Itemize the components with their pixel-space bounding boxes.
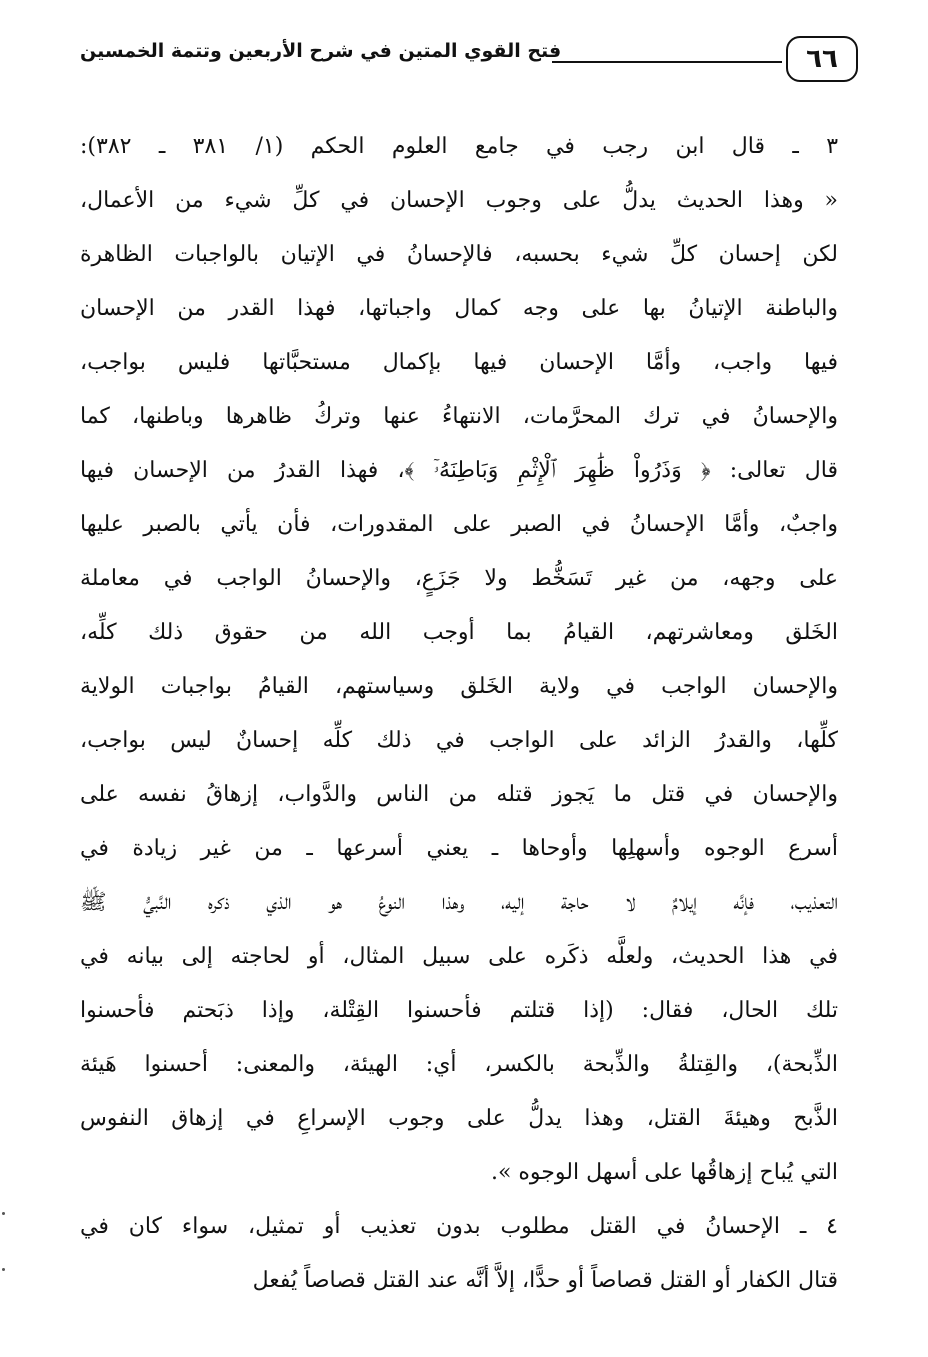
book-title: فتح القوي المتين في شرح الأربعين وتتمة الخمسين (80, 40, 562, 62)
text-line-2: « وهذا الحديث يدلُّ على وجوب الإحسان في كلِّ شيء من الأعمال، (80, 188, 838, 213)
text-line-1: ٣ ـ قال ابن رجب في جامع العلوم الحكم (١/ ٣٨١ ـ ٣٨٢): (80, 134, 838, 159)
text-line-22: قتال الكفار أو القتل قصاصاً أو حدًّا، إلاَّ أنَّه عند القتل قصاصاً يُفعل (252, 1268, 838, 1293)
page-number-frame (786, 36, 858, 82)
page-body (80, 120, 838, 1308)
text-line-18: الذِّبحة)، والقِتلةُ والذِّبحة بالكسر، أي: الهيئة، والمعنى: أحسنوا هَيئة (80, 1052, 838, 1077)
text-line-12: كلِّها، والقدرُ الزائد على الواجب في ذلك كلِّه إحسانٌ ليس بواجب، (80, 728, 838, 753)
text-line-21: ٤ ـ الإحسانُ في القتل مطلوب بدون تعذيب أو تمثيل، سواء كان في (80, 1214, 838, 1239)
text-line-10: الخَلق ومعاشرتهم، القيامُ بما أوجب الله من حقوق ذلك كلِّه، (80, 620, 838, 645)
text-line-16: في هذا الحديث، ولعلَّه ذكَره على سبيل المثال، أو لحاجته إلى بيانه في (80, 944, 838, 969)
text-line-9: على وجهه، من غير تَسَخُّط ولا جَزَعٍ، والإحسانُ الواجب في معاملة (80, 566, 838, 591)
scan-speck (2, 1212, 5, 1215)
text-line-15: التعذيب، فإنَّه إيلامٌ لا حاجة إليه، وهذا النوعُ هو الذي ذكره النَّبيُّ ﷺ (80, 890, 838, 915)
page-header (80, 32, 858, 90)
text-line-5: فيها واجب، وأمَّا الإحسان فيها بإكمال مستحبَّاتها فليس بواجب، (80, 350, 838, 375)
text-line-17: تلك الحال، فقال: (إذا قتلتم فأحسنوا القِتْلة، وإذا ذبَحتم فأحسنوا (80, 998, 838, 1023)
text-line-4: والباطنة الإتيانُ بها على وجه كمال واجباتها، فهذا القدر من الإحسان (80, 296, 838, 321)
header-rule (552, 61, 782, 63)
text-line-20: التي يُباح إزهاقُها على أسهل الوجوه ». (490, 1160, 838, 1185)
text-line-14: أسرع الوجوه وأسهلِها وأوحاها ـ يعني أسرعها ـ من غير زيادة في (80, 836, 838, 861)
text-line-7: قال تعالى: ﴿ وَذَرُواْ ظَٰهِرَ ٱلْإِثْمِ وَبَاطِنَهُۥٓ ﴾، فهذا القدرُ من الإحسان فيها (80, 458, 838, 483)
page-number: ٦٦ (806, 44, 838, 74)
text-line-11: والإحسان الواجب في ولاية الخَلق وسياستهم، القيامُ بواجبات الولاية (80, 674, 838, 699)
text-line-13: والإحسان في قتل ما يَجوز قتله من الناس والدَّواب، إزهاقُ نفسه على (80, 782, 838, 807)
text-line-6: والإحسانُ في ترك المحرَّمات، الانتهاءُ عنها وتركُ ظاهرها وباطنها، كما (80, 404, 838, 429)
scan-speck (2, 1268, 5, 1271)
text-line-8: واجبٌ، وأمَّا الإحسانُ في الصبر على المقدورات، فأن يأتي بالصبر عليها (80, 512, 838, 537)
text-line-19: الذَّبح وهيئةَ القتل، وهذا يدلُّ على وجوب الإسراعِ في إزهاق النفوس (80, 1106, 838, 1131)
text-line-3: لكن إحسان كلِّ شيء بحسبه، فالإحسانُ في الإتيان بالواجبات الظاهرة (80, 242, 838, 267)
